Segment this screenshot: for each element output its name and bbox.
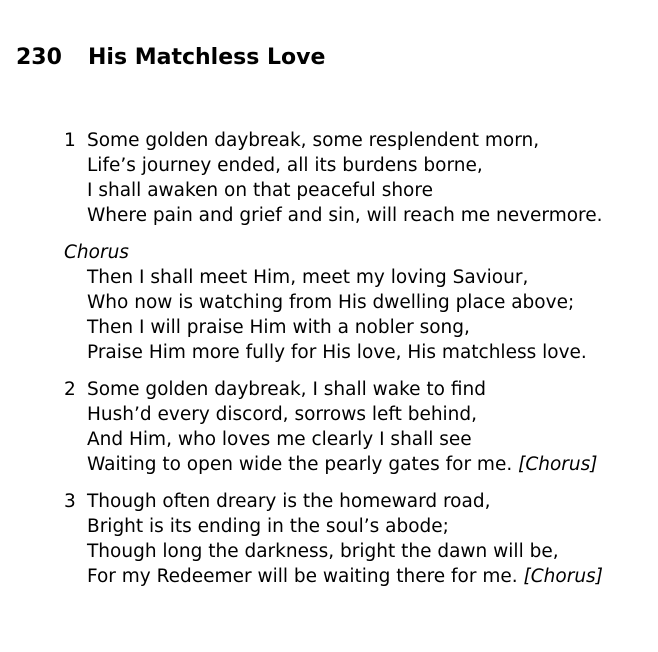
verse-line: Where pain and grief and sin, will reach me nevermore. <box>87 205 603 226</box>
verse-line: And Him, who loves me clearly I shall see <box>87 429 472 450</box>
verse-3 <box>64 489 654 589</box>
hymn-title: His Matchless Love <box>88 45 326 70</box>
verse-line: Life’s journey ended, all its burdens borne, <box>87 155 483 176</box>
verse-line: Though often dreary is the homeward road, <box>87 491 491 512</box>
verse-line: Bright is its ending in the soul’s abode; <box>87 516 449 537</box>
verse-line: I shall awaken on that peaceful shore <box>87 180 433 201</box>
hymn-number: 230 <box>16 45 62 70</box>
verse-line: Some golden daybreak, I shall wake to find <box>87 379 486 400</box>
verse-line-with-chorus <box>87 452 654 477</box>
chorus-line: Who now is watching from His dwelling place above; <box>87 292 575 313</box>
verse-number: 3 <box>64 491 76 512</box>
verse-line: Some golden daybreak, some resplendent morn, <box>87 130 540 151</box>
verse-1 <box>64 128 654 228</box>
hymn-header <box>16 44 325 72</box>
chorus-line: Then I will praise Him with a nobler song, <box>87 317 470 338</box>
verse-number: 2 <box>64 379 76 400</box>
verse-2 <box>64 377 654 477</box>
chorus <box>64 240 654 365</box>
lyrics <box>64 128 654 601</box>
chorus-label: Chorus <box>64 242 129 263</box>
verse-line-text: For my Redeemer will be waiting there for me. <box>87 566 518 587</box>
verse-line-text: Waiting to open wide the pearly gates for me. <box>87 454 513 475</box>
verse-line: Though long the darkness, bright the dawn will be, <box>87 541 559 562</box>
chorus-reference: [Chorus] <box>518 454 598 475</box>
chorus-line: Then I shall meet Him, meet my loving Saviour, <box>87 267 529 288</box>
chorus-line: Praise Him more fully for His love, His matchless love. <box>87 342 587 363</box>
verse-line-with-chorus <box>87 564 654 589</box>
verse-number: 1 <box>64 130 76 151</box>
chorus-reference: [Chorus] <box>523 566 603 587</box>
verse-line: Hush’d every discord, sorrows left behind, <box>87 404 478 425</box>
